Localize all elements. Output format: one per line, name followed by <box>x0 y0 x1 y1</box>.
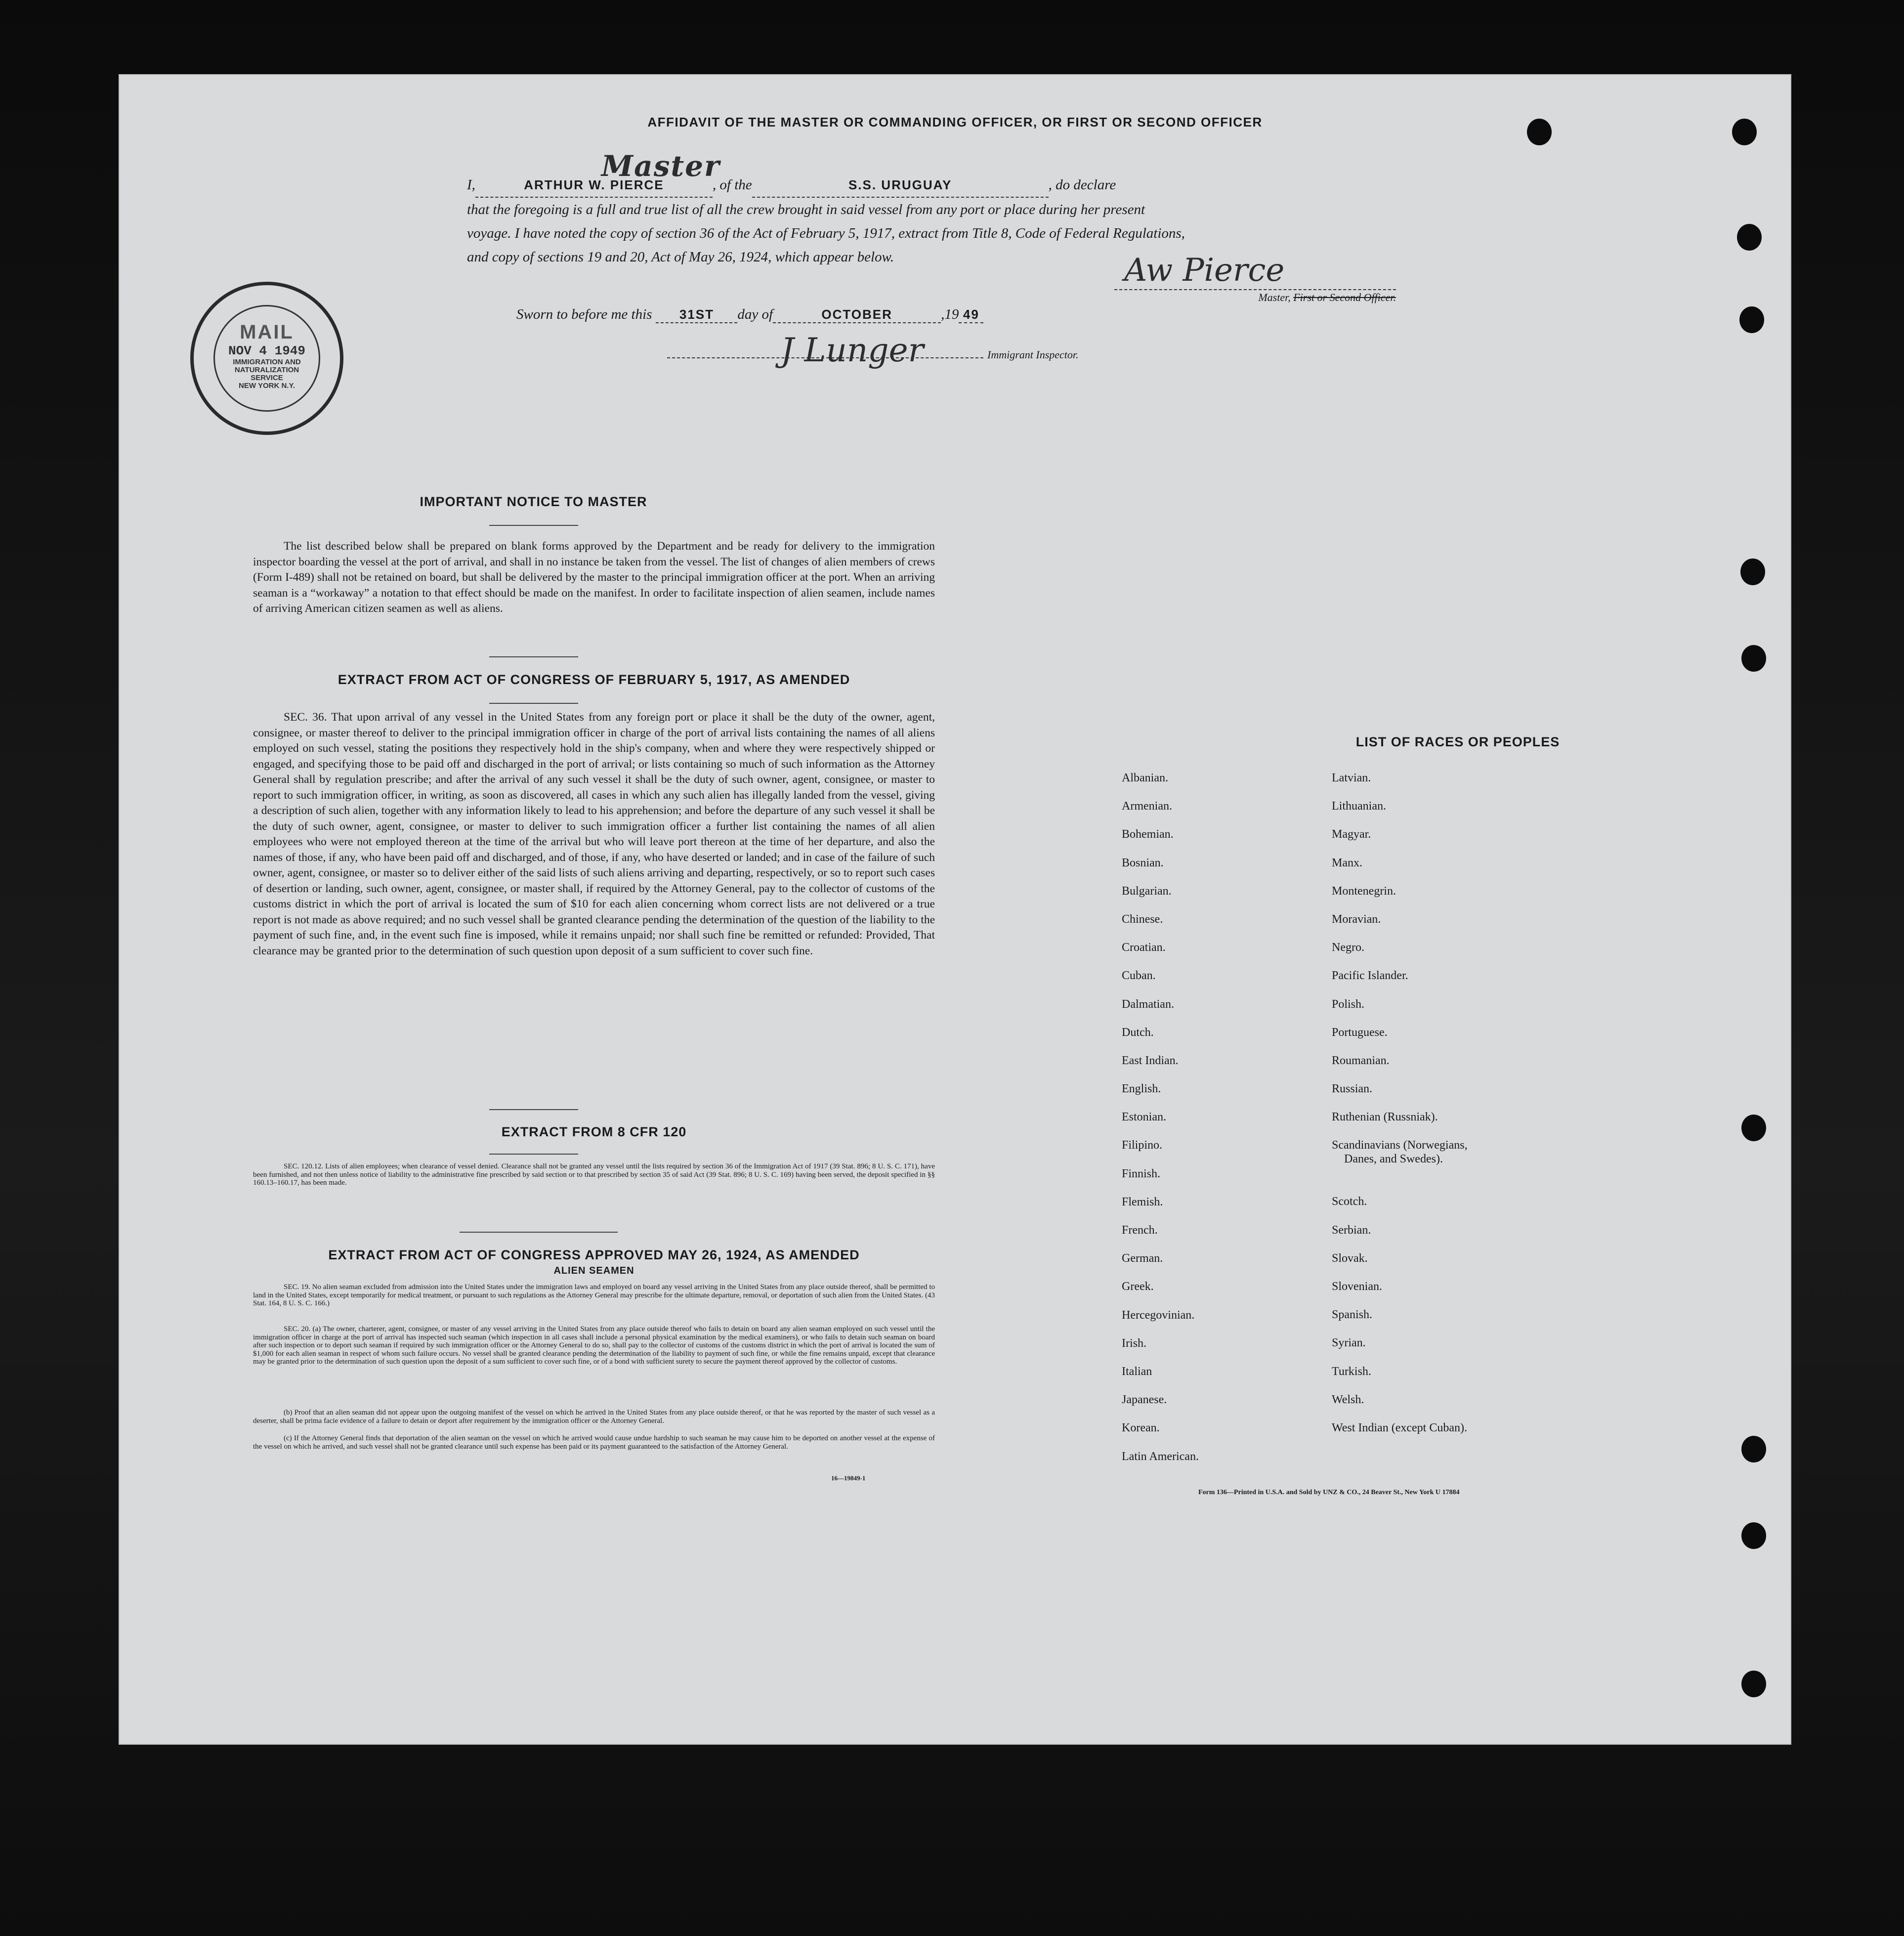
race-item: Spanish. <box>1332 1308 1373 1322</box>
inspector-dash <box>667 357 983 358</box>
inspector-line <box>667 348 1079 361</box>
form-number-left: 16—19849-1 <box>831 1474 866 1482</box>
race-item: Dutch. <box>1122 1026 1154 1039</box>
stamp-org-line-2: NATURALIZATION <box>234 366 299 374</box>
race-item: Italian <box>1122 1365 1152 1378</box>
notice-rule <box>489 525 578 526</box>
extract-cfr-heading: EXTRACT FROM 8 CFR 120 <box>501 1124 687 1139</box>
document-page <box>119 74 1791 1745</box>
races-column-left <box>1122 771 1199 1478</box>
race-item: Montenegrin. <box>1332 884 1396 898</box>
master-handwritten-title: Master <box>601 149 720 183</box>
master-caption <box>1114 289 1396 304</box>
sworn-comma: , <box>941 306 945 322</box>
race-item: German. <box>1122 1252 1163 1265</box>
race-item: Russian. <box>1332 1082 1373 1096</box>
race-item: Polish. <box>1332 997 1365 1011</box>
race-item: Bulgarian. <box>1122 884 1172 898</box>
decl-line-2: that the foregoing is a full and true list of all the crew brought in said vessel from any port or place during her present <box>467 202 1145 217</box>
rule-4 <box>489 1109 578 1110</box>
master-caption-struck: First or Second Officer. <box>1293 291 1396 303</box>
decl-do-declare: , do declare <box>1048 177 1116 193</box>
extract-1924-subheading: ALIEN SEAMEN <box>553 1265 635 1276</box>
rule-6 <box>460 1232 618 1233</box>
decl-line-3: voyage. I have noted the copy of section 36 of the Act of February 5, 1917, extract from Title 8, Code of Federal Regulations, <box>467 225 1185 241</box>
master-signature: Aw Pierce <box>1124 252 1285 289</box>
extract-1924-sec20b: (b) Proof that an alien seaman did not appear upon the outgoing manifest of the vessel on which he arrived in the United States from any place outside thereof, or that he was reported by the master of such vessel as a deserter, shall be prima facie evidence of a failure to detain or deport after requirement by the immigration officer or the Attorney General. <box>253 1409 935 1425</box>
extract-1917-heading: EXTRACT FROM ACT OF CONGRESS OF FEBRUARY 5, 1917, AS AMENDED <box>338 672 850 687</box>
punch-hole-4 <box>1739 306 1764 333</box>
races-heading: LIST OF RACES OR PEOPLES <box>1355 734 1560 749</box>
decl-of-the: , of the <box>712 177 752 193</box>
race-item: Welsh. <box>1332 1393 1364 1406</box>
decl-i: I, <box>467 177 475 193</box>
race-item: Bohemian. <box>1122 828 1174 841</box>
race-item: Danes, and Swedes). <box>1344 1153 1443 1166</box>
punch-hole-5 <box>1740 559 1765 585</box>
sworn-day-field <box>656 307 737 323</box>
race-item: Slovenian. <box>1332 1280 1382 1293</box>
sworn-prefix: Sworn to before me this <box>516 306 652 322</box>
race-item: Serbian. <box>1332 1223 1371 1237</box>
punch-hole-6 <box>1741 645 1766 672</box>
race-item: Dalmatian. <box>1122 997 1174 1011</box>
extract-1924-heading: EXTRACT FROM ACT OF CONGRESS APPROVED MAY 26, 1924, AS AMENDED <box>328 1248 860 1262</box>
race-item: West Indian (except Cuban). <box>1332 1421 1467 1434</box>
race-item: Hercegovinian. <box>1122 1308 1195 1322</box>
race-item: French. <box>1122 1224 1158 1237</box>
sworn-year-value: 49 <box>963 307 979 322</box>
race-item: Japanese. <box>1122 1393 1167 1407</box>
race-item: Irish. <box>1122 1336 1146 1350</box>
mail-stamp <box>190 282 343 435</box>
sworn-month-value: OCTOBER <box>821 307 892 322</box>
stamp-date-text: NOV 4 1949 <box>228 344 306 358</box>
notice-heading: IMPORTANT NOTICE TO MASTER <box>420 494 647 509</box>
master-caption-plain: Master, <box>1258 291 1294 303</box>
race-item: Latvian. <box>1332 772 1371 784</box>
rule-3 <box>489 703 578 704</box>
decl-line-4: and copy of sections 19 and 20, Act of May 26, 1924, which appear below. <box>467 249 894 265</box>
race-item: Cuban. <box>1122 969 1156 983</box>
stamp-org-line-4: NEW YORK N.Y. <box>239 382 295 390</box>
rule-5 <box>489 1154 578 1155</box>
punch-hole-3 <box>1737 224 1762 251</box>
race-item: Portuguese. <box>1332 1026 1388 1039</box>
master-name-value: ARTHUR W. PIERCE <box>524 177 664 192</box>
sworn-day-value: 31ST <box>679 307 714 322</box>
race-item: East Indian. <box>1122 1054 1179 1067</box>
race-item: Ruthenian (Russniak). <box>1332 1111 1438 1124</box>
vessel-name-value: S.S. URUGUAY <box>848 177 952 192</box>
race-item: English. <box>1122 1082 1161 1096</box>
sworn-line <box>516 306 983 323</box>
race-item: Bosnian. <box>1122 856 1164 869</box>
stamp-mail-text: MAIL <box>240 321 294 343</box>
form-printer-note: Form 136—Printed in U.S.A. and Sold by UNZ & CO., 24 Beaver St., New York U 17884 <box>1198 1489 1460 1496</box>
race-item: Estonian. <box>1122 1111 1166 1124</box>
stamp-org-line-3: SERVICE <box>251 374 283 382</box>
sworn-month-field <box>773 307 941 323</box>
punch-hole-2 <box>1732 119 1757 145</box>
race-item: Lithuanian. <box>1332 800 1386 813</box>
race-item: Filipino. <box>1122 1139 1163 1152</box>
punch-hole-7 <box>1741 1115 1766 1141</box>
punch-hole-10 <box>1741 1671 1766 1697</box>
race-item: Flemish. <box>1122 1195 1163 1208</box>
punch-hole-9 <box>1741 1522 1766 1549</box>
race-item: Roumanian. <box>1332 1054 1390 1067</box>
race-item: Turkish. <box>1332 1365 1371 1378</box>
race-item: Albanian. <box>1122 772 1168 784</box>
extract-1924-sec20a: SEC. 20. (a) The owner, charterer, agent, consignee, or master of any vessel arriving in the United States from any place outside thereof who fails to detain on board any alien seaman employed on such vessel until the immigration officer in charge at the port of arrival has inspected such seaman (which inspection in all cases shall include a personal physical examination by the medical examiners), or who fails to detain such seaman on board after such inspection or to deport such seaman if required by such immigration officer or the Attorney General to do so, shall pay to the collector of customs of the customs district in which the port of arrival is located the sum of $1,000 for each alien seaman in respect of whom such failure occurs. No vessel shall be granted clearance pending the determination of the liability to payment of such fine, or while the fine remains unpaid, except that clearance may be granted prior to the determination of such question upon the deposit of a sum sufficient to cover such fine, or of a bond with sufficient surety to secure the payment thereof approved by the collector of customs. <box>253 1325 935 1366</box>
extract-1924-sec20c: (c) If the Attorney General finds that deportation of the alien seaman on the vessel on which he arrived would cause undue hardship to such seaman he may cause him to be deported on another vessel at the expense of the vessel on which he arrived, and such vessel shall not be granted clearance until such expense has been paid or its payment guaranteed to the satisfaction of the Attorney General. <box>253 1434 935 1451</box>
race-item: Scandinavians (Norwegians, <box>1332 1139 1468 1152</box>
race-item: Moravian. <box>1332 912 1381 926</box>
punch-hole-1 <box>1527 119 1552 145</box>
extract-1924-sec19: SEC. 19. No alien seaman excluded from admission into the United States under the immigration laws and employed on board any vessel arriving in the United States from any place outside thereof, shall be permitted to land in the United States, except temporarily for medical treatment, or pursuant to such regulations as the Attorney General may prescribe for the ultimate departure, removal, or deportation of such alien from the United States. (43 Stat. 164, 8 U. S. C. 166.) <box>253 1283 935 1307</box>
vessel-name-field <box>752 173 1049 198</box>
race-item: Greek. <box>1122 1280 1154 1293</box>
race-item: Magyar. <box>1332 828 1371 841</box>
sworn-year-prefix: 19 <box>944 306 959 322</box>
race-item: Syrian. <box>1332 1336 1366 1350</box>
race-item: Croatian. <box>1122 941 1166 954</box>
race-item: Finnish. <box>1122 1167 1161 1180</box>
affidavit-title: AFFIDAVIT OF THE MASTER OR COMMANDING OFFICER, OR FIRST OR SECOND OFFICER <box>647 115 1263 129</box>
mail-stamp-inner <box>213 305 320 412</box>
sworn-day-of: day of <box>737 306 773 322</box>
punch-hole-8 <box>1741 1436 1766 1463</box>
race-item: Manx. <box>1332 856 1362 869</box>
race-item: Scotch. <box>1332 1195 1367 1208</box>
stamp-org-line-1: IMMIGRATION AND <box>233 358 301 366</box>
race-item: Armenian. <box>1122 800 1172 813</box>
race-item: Negro. <box>1332 941 1364 954</box>
sworn-year-field <box>959 307 983 323</box>
inspector-caption: Immigrant Inspector. <box>987 348 1079 361</box>
rule-2 <box>489 656 578 657</box>
race-item: Chinese. <box>1122 912 1163 926</box>
extract-cfr-body: SEC. 120.12. Lists of alien employees; when clearance of vessel denied. Clearance shall not be granted any vessel until the lists required by section 36 of the Immigration Act of 1917 (39 Stat. 896; 8 U. S. C. 171), have been furnished, and not then unless notice of liability to the administrative fine prescribed by said section or to that prescribed by section 35 of said Act (39 Stat. 896; 8 U. S. C. 169) having been served, the deposit specified in §§ 160.13–160.17, has been made. <box>253 1162 935 1187</box>
race-item: Korean. <box>1122 1421 1160 1435</box>
race-item: Latin American. <box>1122 1450 1199 1463</box>
master-name-field <box>475 149 720 198</box>
inspector-signature: J Lunger <box>781 331 924 369</box>
notice-body: The list described below shall be prepared on blank forms approved by the Department and be ready for delivery to the immigration inspector boarding the vessel at the port of arrival, and shall in no instance be taken from the vessel. The list of changes of alien members of crews (Form I-489) shall not be retained on board, but shall be delivered by the master to the principal immigration officer at the port. When an arriving seaman is a “workaway” a notation to that effect should be made on the manifest. In order to facilitate inspection of alien seamen, include names of arriving American citizen seamen as well as aliens. <box>253 540 935 615</box>
extract-1917-body: SEC. 36. That upon arrival of any vessel in the United States from any foreign port or place it shall be the duty of the owner, agent, consignee, or master thereof to deliver to the principal immigration officer in charge of the port of arrival lists containing the names of all aliens employed on such vessel, stating the positions they respectively hold in the ship's company, when and where they were respectively shipped or engaged, and specifying those to be paid off and discharged in the port of arrival; or lists containing so much of such information as the Attorney General shall by regulation prescribe; and after the arrival of any such vessel it shall be the duty of such owner, agent, consignee, or master to report to such immigration officer, in writing, as soon as discovered, all cases in which any such alien has illegally landed from the vessel, giving a description of such alien, together with any information likely to lead to his apprehension; and before the departure of any such vessel it shall be the duty of such owner, agent, consignee, or master to deliver to such immigration officer a further list containing the names of all alien employees who were not employed thereon at the time of the arrival but who will leave port thereon at the time of her departure, and also the names of those, if any, who have been paid off and discharged, and of those, if any, who have deserted or landed; and in case of the failure of such owner, agent, consignee, or master so to deliver either of the said lists of such aliens arriving and departing, respectively, or so to report such cases of desertion or landing, such owner, agent, consignee, or master shall, if required by the Attorney General, pay to the collector of customs of the customs district in which the port of arrival is located the sum of $10 for each alien concerning whom correct lists are not delivered or a true report is not made as above required; and no such vessel shall be granted clearance pending the determination of the question of the liability to the payment of such fine, and, in the event such fine is imposed, while it remains unpaid; nor shall such fine be remitted or refunded: Provided, That clearance may be granted prior to the determination of such question upon deposit of a sum sufficient to cover such fine. <box>253 711 935 957</box>
race-item: Pacific Islander. <box>1332 969 1408 983</box>
race-item: Slovak. <box>1332 1251 1368 1265</box>
races-column-right <box>1332 771 1468 1449</box>
